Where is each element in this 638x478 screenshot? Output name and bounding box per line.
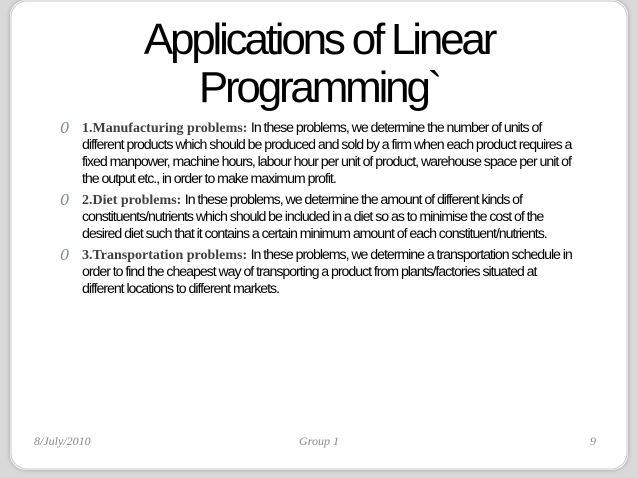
bullet-text: In these problems, we determine the amount of different kinds of constituents/nutrients which should be included in a diet so as to minimise the cost of the desired diet such that it contains a certain minimum amount of each constituent/nutrients. bbox=[82, 192, 547, 242]
bullet-manufacturing bbox=[60, 120, 580, 188]
bullet-text: In these problems, we determine a transportation schedule in order to find the cheapest way of transporting a product from plants/factories situated at different locations to different markets. bbox=[82, 247, 572, 297]
bullet-diet bbox=[60, 192, 580, 243]
footer-group: Group 1 bbox=[299, 434, 339, 448]
bullet-transportation bbox=[60, 247, 580, 298]
bullet-list bbox=[60, 120, 580, 302]
slide-title bbox=[0, 16, 638, 112]
title-line-1: Applications of Linear bbox=[143, 15, 495, 64]
bullet-marker: 0 bbox=[60, 119, 70, 137]
title-line-2: Programming` bbox=[198, 63, 440, 112]
bullet-text: In these problems, we determine the number of units of different products which should be produced and sold by a firm when each product requires a fixed manpower, machine hours, labour hour per unit of product, warehouse space per unit of the output etc., in order to make maximum profit. bbox=[82, 120, 572, 187]
bullet-heading: 3.Transportation problems: bbox=[82, 248, 251, 263]
bullet-heading: 1.Manufacturing problems: bbox=[82, 121, 251, 136]
footer-page-number: 9 bbox=[590, 434, 596, 448]
bullet-marker: 0 bbox=[60, 246, 70, 264]
footer-date: 8/July/2010 bbox=[34, 434, 91, 448]
bullet-marker: 0 bbox=[60, 191, 70, 209]
bullet-heading: 2.Diet problems: bbox=[82, 193, 185, 208]
